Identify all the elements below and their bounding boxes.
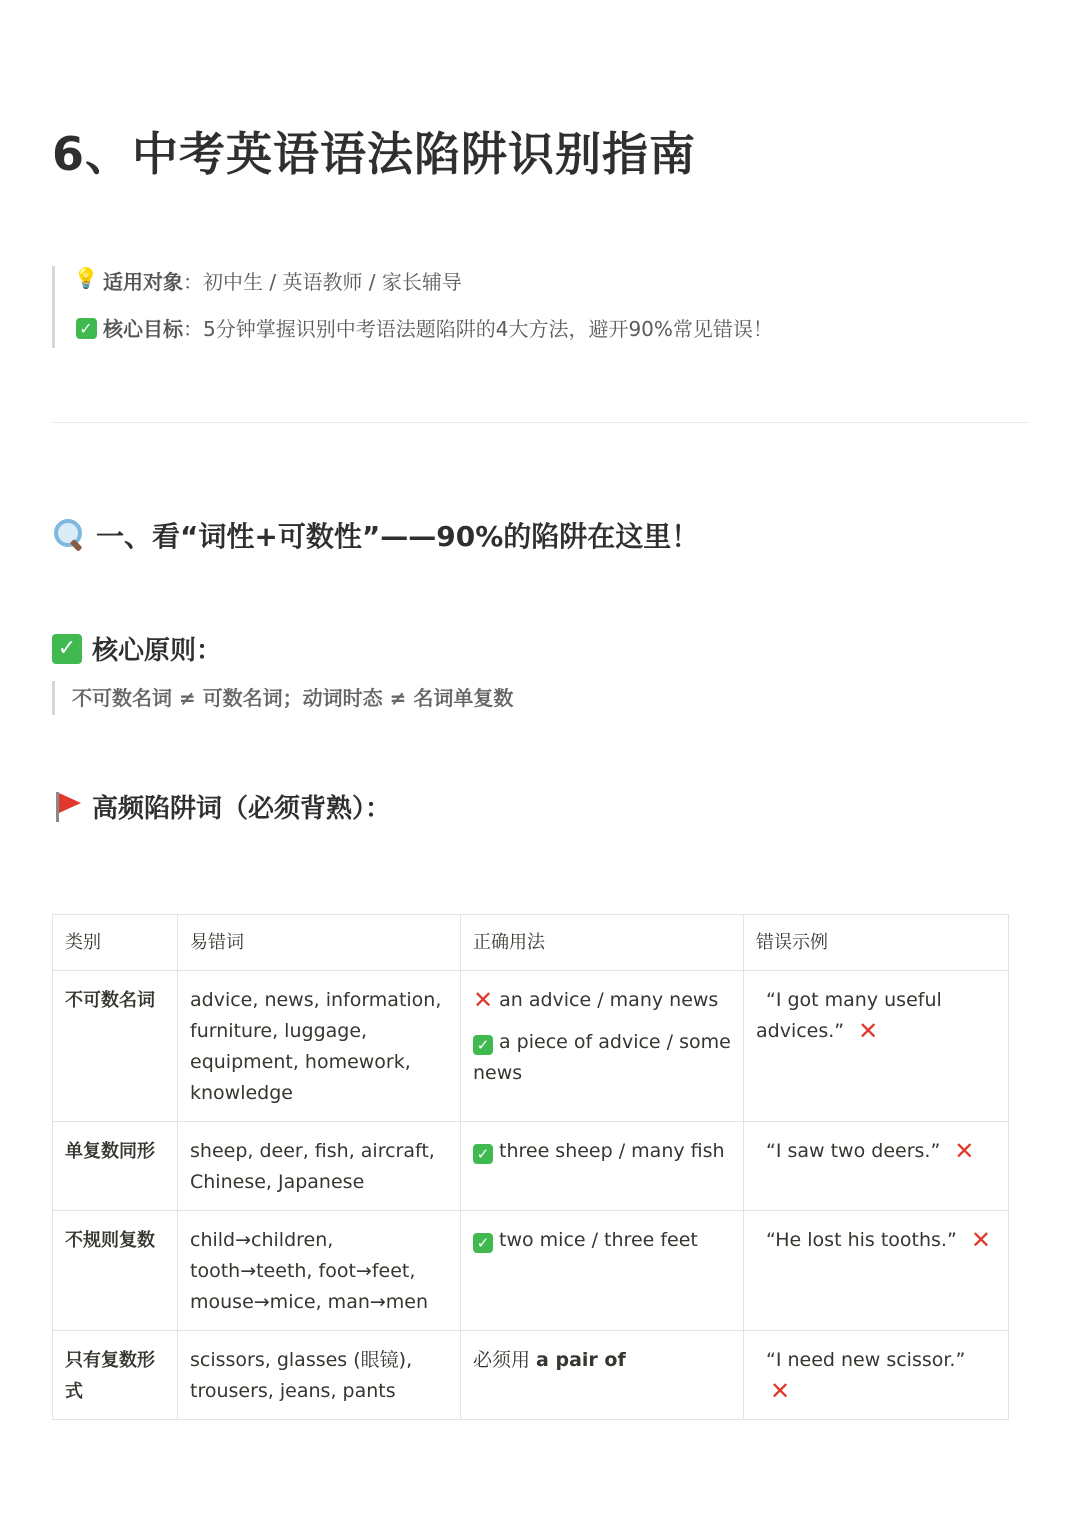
table-header-row [53,915,1009,971]
table-row [53,971,1009,1122]
triangular-flag-icon [52,790,82,824]
trap-words-heading [52,788,391,825]
words-cell: scissors, glasses (眼镜), trousers, jeans, pants [178,1331,461,1420]
words-cell: advice, news, information, furniture, luggage, equipment, homework, knowledge [178,971,461,1122]
example-cell [744,1331,1009,1420]
cross-mark-icon: ✕ [858,1017,879,1045]
example-cell [744,1211,1009,1331]
correct-usage-prefix: 必须用 [473,1349,537,1371]
cross-mark-icon: ✕ [970,1226,991,1254]
error-example: “He lost his tooths.” [766,1229,957,1251]
audience-label: 适用对象 [103,270,183,294]
table-header: 易错词 [178,915,461,971]
table-header: 类别 [53,915,178,971]
section-divider [52,422,1029,423]
category-cell: 只有复数形式 [53,1331,178,1420]
trap-words-heading-text: 高频陷阱词（必须背熟）： [92,794,392,824]
check-mark-icon: ✓ [52,634,82,664]
usage-cell [461,1211,744,1331]
page-title: 6、中考英语语法陷阱识别指南 [52,127,697,181]
check-mark-icon: ✓ [473,1035,493,1055]
table-row [53,1122,1009,1211]
category-cell: 不规则复数 [53,1211,178,1331]
table-row [53,1331,1009,1420]
section-heading [52,515,699,555]
category-cell: 单复数同形 [53,1122,178,1211]
trap-words-table [52,914,1009,1420]
magnifying-glass-icon [52,517,88,553]
table-row [53,1211,1009,1331]
goal-label: 核心目标 [103,316,183,341]
table-header: 正确用法 [461,915,744,971]
correct-usage: three sheep / many fish [499,1140,725,1162]
usage-cell [461,971,744,1122]
usage-cell [461,1122,744,1211]
table-header: 错误示例 [744,915,1009,971]
audience-line [73,266,952,304]
info-callout [52,266,952,348]
check-mark-icon: ✓ [473,1233,493,1253]
goal-value: ：5分钟掌握识别中考语法题陷阱的4大方法，避开90%常见错误！ [183,316,773,341]
goal-line [73,304,952,350]
category-cell: 不可数名词 [53,971,178,1122]
error-example: “I saw two deers.” [766,1140,941,1162]
section-heading-text: 一、看“词性+可数性”——90%的陷阱在这里！ [96,520,700,553]
cross-mark-icon: ✕ [473,986,494,1014]
lightbulb-icon: 💡 [73,266,99,290]
correct-usage: two mice / three feet [499,1229,698,1251]
principle-quote: 不可数名词 ≠ 可数名词；动词时态 ≠ 名词单复数 [52,681,513,715]
correct-usage: a piece of advice / some news [473,1031,731,1084]
example-cell [744,1122,1009,1211]
usage-cell [461,1331,744,1420]
cross-mark-icon: ✕ [770,1377,791,1405]
check-mark-icon: ✓ [76,318,97,339]
error-example: “I got many useful advices.” [756,989,942,1042]
principle-heading [52,630,222,667]
words-cell: sheep, deer, fish, aircraft, Chinese, Japanese [178,1122,461,1211]
correct-usage-bold: a pair of [536,1349,626,1371]
audience-value: ：初中生 / 英语教师 / 家长辅导 [183,270,462,294]
cross-mark-icon: ✕ [954,1137,975,1165]
error-example: “I need new scissor.” [766,1349,966,1371]
example-cell [744,971,1009,1122]
principle-heading-text: 核心原则： [92,636,223,666]
words-cell: child→children, tooth→teeth, foot→feet, mouse→mice, man→men [178,1211,461,1331]
check-mark-icon: ✓ [473,1144,493,1164]
wrong-usage: an advice / many news [499,989,719,1011]
